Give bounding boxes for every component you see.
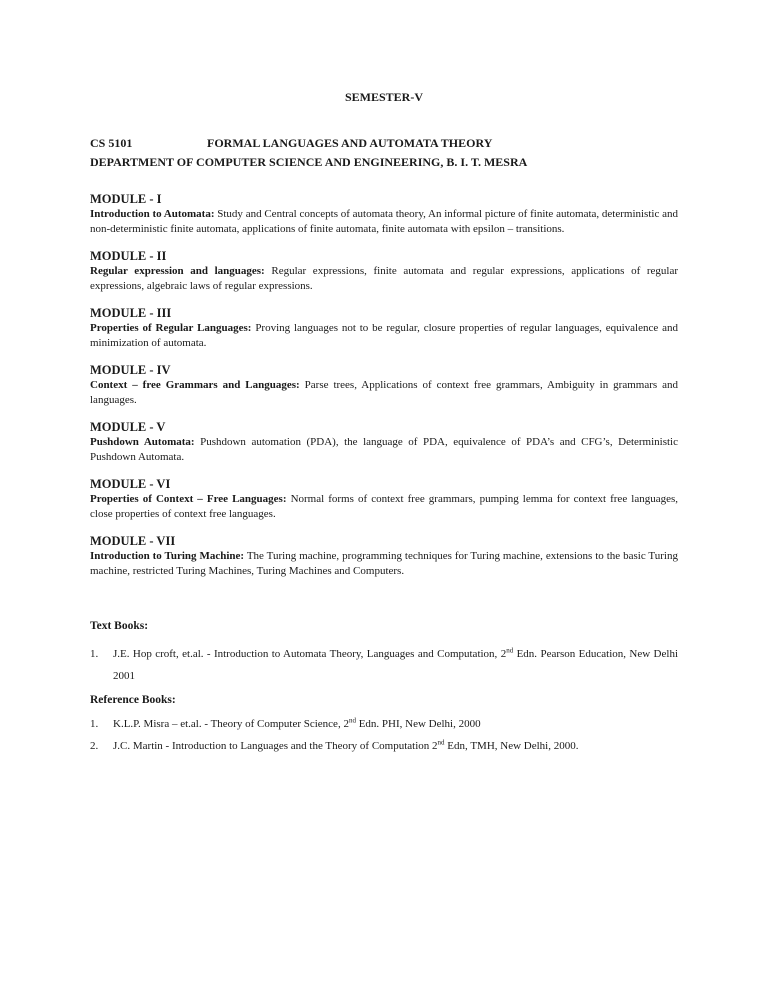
reference-books-heading: Reference Books: <box>90 694 176 706</box>
book-text: J.E. Hop croft, et.al. - Introduction to Automata Theory, Languages and Computation, 2 <box>113 648 507 660</box>
module-description: Regular expressions, finite automata and regular expressions, applications of regular expressions, algebraic laws of regular expressions. <box>90 265 679 292</box>
ordinal-suffix: nd <box>437 738 445 747</box>
module <box>90 420 678 464</box>
book-number: 1. <box>90 648 99 660</box>
module <box>90 306 678 350</box>
module-body <box>90 378 678 407</box>
module-description: The Turing machine, programming techniques for Turing machine, extensions to the basic Turing machine, restricted Turing Machines, Turing Machines and Computers. <box>90 550 678 577</box>
module-body <box>90 549 678 578</box>
module-body <box>90 264 678 293</box>
module-description: Pushdown automation (PDA), the language of PDA, equivalence of PDA’s and CFG’s, Deterministic Pushdown Automata. <box>90 436 678 463</box>
course-heading <box>90 136 678 151</box>
module-description: Study and Central concepts of automata theory, An informal picture of finite automata, deterministic and non-deterministic finite automata, applications of finite automata, finite automata with epsilon – transitions. <box>90 208 678 235</box>
module-topic: Pushdown Automata: <box>90 436 195 448</box>
module-topic: Introduction to Automata: <box>90 208 215 220</box>
module-description: Proving languages not to be regular, closure properties of regular languages, equivalence and minimization of automata. <box>90 322 678 349</box>
module <box>90 477 678 521</box>
module-description: Normal forms of context free grammars, pumping lemma for context free languages, close properties of context free languages. <box>90 493 678 520</box>
module-title: MODULE - VI <box>90 477 171 491</box>
book-text-end: Edn, TMH, New Delhi, 2000. <box>444 740 579 752</box>
book-number: 2. <box>90 740 99 752</box>
course-title: FORMAL LANGUAGES AND AUTOMATA THEORY <box>207 136 493 150</box>
book-text-end: Edn. PHI, New Delhi, 2000 <box>355 718 481 730</box>
module-title: MODULE - III <box>90 306 172 320</box>
module-topic: Introduction to Turing Machine: <box>90 550 245 562</box>
module-title: MODULE - V <box>90 420 166 434</box>
books-section <box>90 619 678 757</box>
module-title: MODULE - II <box>90 249 167 263</box>
module-description: Parse trees, Applications of context free grammars, Ambiguity in grammars and languages. <box>90 379 678 406</box>
module <box>90 249 678 293</box>
book-item <box>90 735 678 757</box>
text-books-heading: Text Books: <box>90 620 149 632</box>
module-topic: Regular expression and languages: <box>90 265 265 277</box>
module <box>90 192 678 236</box>
module-title: MODULE - VII <box>90 534 176 548</box>
ordinal-suffix: nd <box>348 716 356 725</box>
module-list <box>90 192 678 591</box>
module-title: MODULE - I <box>90 192 162 206</box>
module-topic: Context – free Grammars and Languages: <box>90 379 300 391</box>
book-text: J.C. Martin - Introduction to Languages and the Theory of Computation 2 <box>113 740 438 752</box>
course-code: CS 5101 <box>90 136 133 150</box>
book-number: 1. <box>90 718 99 730</box>
book-item <box>90 713 678 735</box>
module-title: MODULE - IV <box>90 363 171 377</box>
module-body <box>90 207 678 236</box>
module-topic: Properties of Regular Languages: <box>90 322 252 334</box>
module <box>90 534 678 578</box>
book-text-end: Edn. Pearson Education, New Delhi 2001 <box>113 648 678 682</box>
book-text: K.L.P. Misra – et.al. - Theory of Computer Science, 2 <box>113 718 349 730</box>
module-topic: Properties of Context – Free Languages: <box>90 493 287 505</box>
book-item <box>90 643 678 687</box>
module-body <box>90 321 678 350</box>
module <box>90 363 678 407</box>
semester-heading: SEMESTER-V <box>344 90 424 104</box>
reference-books-list <box>90 713 678 757</box>
module-body <box>90 435 678 464</box>
text-books-list <box>90 643 678 687</box>
ordinal-suffix: nd <box>506 646 514 655</box>
department-heading: DEPARTMENT OF COMPUTER SCIENCE AND ENGINEERING, B. I. T. MESRA <box>90 155 528 169</box>
module-body <box>90 492 678 521</box>
